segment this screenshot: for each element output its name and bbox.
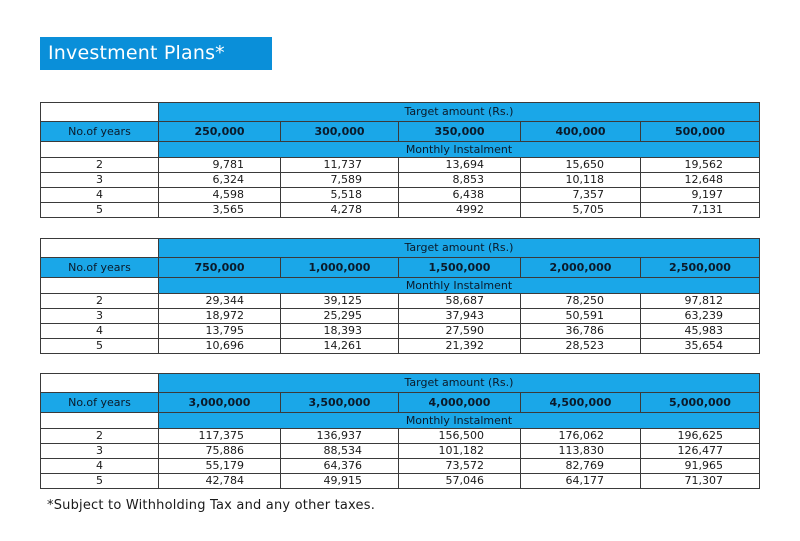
instalment-cell: 39,125 [281,294,399,309]
instalment-cell: 156,500 [399,429,521,444]
instalment-cell: 13,694 [399,158,521,173]
instalment-cell: 9,197 [641,188,760,203]
instalment-cell: 88,534 [281,444,399,459]
table-row [41,444,760,459]
table-row [41,429,760,444]
target-amount-header: Target amount (Rs.) [159,103,760,122]
years-column-header: No.of years [41,393,159,413]
instalment-cell: 25,295 [281,309,399,324]
instalment-cell: 5,705 [521,203,641,218]
target-amount-cell: 500,000 [641,122,760,142]
instalment-cell: 3,565 [159,203,281,218]
instalment-cell: 19,562 [641,158,760,173]
table-row [41,474,760,489]
instalment-cell: 49,915 [281,474,399,489]
target-amount-header: Target amount (Rs.) [159,374,760,393]
instalment-cell: 136,937 [281,429,399,444]
header-blank-cell [41,239,159,258]
target-amount-cell: 4,000,000 [399,393,521,413]
instalment-cell: 10,118 [521,173,641,188]
target-amount-cell: 3,500,000 [281,393,399,413]
instalment-cell: 101,182 [399,444,521,459]
instalment-cell: 9,781 [159,158,281,173]
target-amount-cell: 2,000,000 [521,258,641,278]
target-amount-cell: 4,500,000 [521,393,641,413]
target-amount-cell: 5,000,000 [641,393,760,413]
years-column-header: No.of years [41,122,159,142]
table-row [41,294,760,309]
table-row [41,324,760,339]
years-cell: 4 [41,188,159,203]
table-row [41,459,760,474]
instalment-cell: 4992 [399,203,521,218]
instalment-cell: 18,972 [159,309,281,324]
investment-table-2 [40,238,760,354]
instalment-cell: 64,177 [521,474,641,489]
instalment-cell: 63,239 [641,309,760,324]
years-cell: 3 [41,173,159,188]
instalment-cell: 57,046 [399,474,521,489]
target-amount-cell: 250,000 [159,122,281,142]
instalment-cell: 75,886 [159,444,281,459]
footnote: *Subject to Withholding Tax and any other taxes. [47,498,376,513]
years-cell: 5 [41,203,159,218]
years-cell: 3 [41,444,159,459]
monthly-instalment-header: Monthly Instalment [159,142,760,158]
years-cell: 5 [41,339,159,354]
instalment-cell: 58,687 [399,294,521,309]
page-title: Investment Plans* [40,37,272,70]
table-row [41,173,760,188]
instalment-cell: 14,261 [281,339,399,354]
instalment-cell: 27,590 [399,324,521,339]
instalment-cell: 15,650 [521,158,641,173]
instalment-cell: 12,648 [641,173,760,188]
instalment-cell: 97,812 [641,294,760,309]
instalment-cell: 78,250 [521,294,641,309]
instalment-cell: 10,696 [159,339,281,354]
table-row [41,203,760,218]
table-row [41,309,760,324]
instalment-cell: 50,591 [521,309,641,324]
instalment-cell: 91,965 [641,459,760,474]
years-cell: 2 [41,158,159,173]
monthly-instalment-header: Monthly Instalment [159,278,760,294]
years-cell: 4 [41,459,159,474]
investment-table-3 [40,373,760,489]
instalment-cell: 73,572 [399,459,521,474]
investment-table-1 [40,102,760,218]
instalment-cell: 6,438 [399,188,521,203]
years-cell: 5 [41,474,159,489]
target-amount-cell: 1,500,000 [399,258,521,278]
instalment-cell: 113,830 [521,444,641,459]
target-amount-header: Target amount (Rs.) [159,239,760,258]
years-cell: 2 [41,294,159,309]
table-row [41,158,760,173]
monthly-blank-cell [41,278,159,294]
instalment-cell: 42,784 [159,474,281,489]
instalment-cell: 71,307 [641,474,760,489]
monthly-blank-cell [41,413,159,429]
header-blank-cell [41,103,159,122]
instalment-cell: 4,598 [159,188,281,203]
instalment-cell: 7,357 [521,188,641,203]
instalment-cell: 82,769 [521,459,641,474]
instalment-cell: 7,589 [281,173,399,188]
monthly-blank-cell [41,142,159,158]
instalment-cell: 37,943 [399,309,521,324]
instalment-cell: 36,786 [521,324,641,339]
instalment-cell: 196,625 [641,429,760,444]
instalment-cell: 7,131 [641,203,760,218]
instalment-cell: 126,477 [641,444,760,459]
instalment-cell: 35,654 [641,339,760,354]
target-amount-cell: 1,000,000 [281,258,399,278]
target-amount-cell: 350,000 [399,122,521,142]
target-amount-cell: 2,500,000 [641,258,760,278]
monthly-instalment-header: Monthly Instalment [159,413,760,429]
instalment-cell: 4,278 [281,203,399,218]
years-cell: 4 [41,324,159,339]
instalment-cell: 21,392 [399,339,521,354]
years-cell: 3 [41,309,159,324]
target-amount-cell: 400,000 [521,122,641,142]
instalment-cell: 13,795 [159,324,281,339]
instalment-cell: 45,983 [641,324,760,339]
instalment-cell: 29,344 [159,294,281,309]
header-blank-cell [41,374,159,393]
instalment-cell: 55,179 [159,459,281,474]
instalment-cell: 117,375 [159,429,281,444]
instalment-cell: 5,518 [281,188,399,203]
table-row [41,188,760,203]
target-amount-cell: 300,000 [281,122,399,142]
years-column-header: No.of years [41,258,159,278]
instalment-cell: 176,062 [521,429,641,444]
target-amount-cell: 3,000,000 [159,393,281,413]
target-amount-cell: 750,000 [159,258,281,278]
instalment-cell: 28,523 [521,339,641,354]
instalment-cell: 8,853 [399,173,521,188]
instalment-cell: 64,376 [281,459,399,474]
instalment-cell: 11,737 [281,158,399,173]
instalment-cell: 18,393 [281,324,399,339]
years-cell: 2 [41,429,159,444]
instalment-cell: 6,324 [159,173,281,188]
table-row [41,339,760,354]
